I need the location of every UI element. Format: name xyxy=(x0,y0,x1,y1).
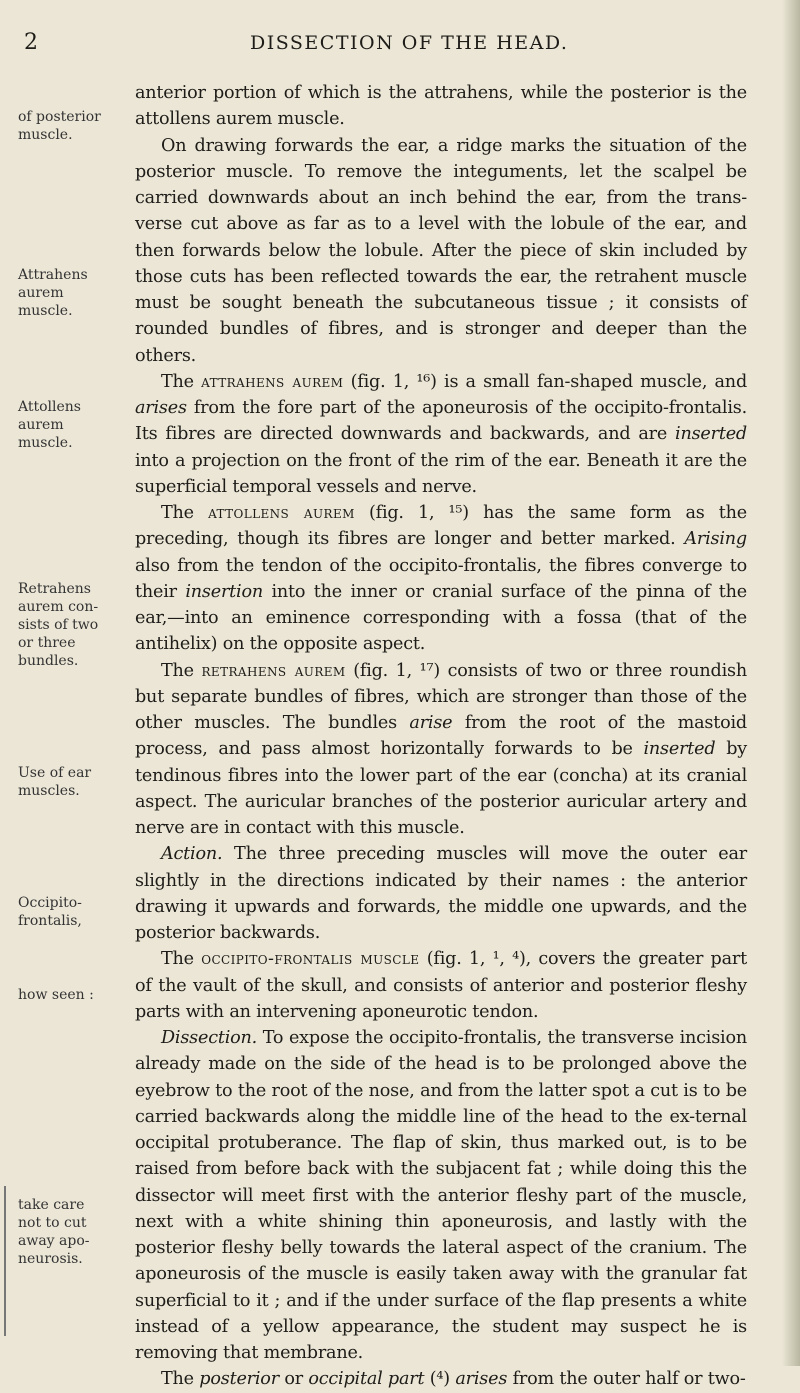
muscle-term: retrahens aurem xyxy=(201,660,346,681)
paragraph: The attollens aurem (fig. 1, ¹⁵) has the same form as the preceding, though its fibres are longer and better marked. Arising also from the tendon of the occipito-frontalis, the fibres converge to their insertion into the inner or cranial surface of the pinna of the ear,—into an eminence corresponding with a fossa (that of the antihelix) on the opposite aspect. xyxy=(135,503,747,655)
running-head: DISSECTION OF THE HEAD. xyxy=(250,32,569,54)
muscle-term: occipito-frontalis muscle xyxy=(201,949,420,970)
margin-note: Use of ear muscles. xyxy=(18,765,92,799)
paragraph: The occipito-frontalis muscle (fig. 1, ¹, ⁴), covers the greater part of the vault of the skull, and consists of anterior and posterior fleshy parts with an intervening aponeurotic tendon. xyxy=(135,949,747,1022)
paragraph: The retrahens aurem (fig. 1, ¹⁷) consists of two or three roundish but separate bundles of fibres, which are stronger than those of the other muscles. The bundles arise from the root of the mastoid process, and pass almost horizontally forwards to be inserted by tendinous fibres into the lower part of the ear (concha) at its cranial aspect. The auricular branches of the posterior auricular artery and nerve are in contact with this muscle. xyxy=(135,660,747,838)
page-header xyxy=(0,30,800,60)
margin-note: Attollens aurem muscle. xyxy=(18,399,81,451)
body-text xyxy=(135,80,747,1393)
margin-note: of posterior muscle. xyxy=(18,109,101,143)
muscle-term: attollens aurem xyxy=(208,503,355,523)
margin-note: how seen : xyxy=(18,987,94,1003)
paragraph: The attrahens aurem (fig. 1, ¹⁶) is a small fan-shaped muscle, and arises from the fore part of the aponeurosis of the occipito-frontalis. Its fibres are directed downwards and backwards, and are inserted into a projection on the front of the rim of the ear. Beneath it are the superficial temporal vessels and nerve. xyxy=(135,371,748,497)
paragraph: The posterior or occipital part (⁴) arises from the outer half or two- xyxy=(161,1369,746,1390)
paragraph: On drawing forwards the ear, a ridge marks the situation of the posterior muscle. To remove the integuments, let the scalpel be carried downwards about an inch behind the ear, from the trans-verse cut above as far as to a level with the lobule of the ear, and then forwards below the lobule. After the piece of skin included by those cuts has been reflected towards the ear, the retrahent muscle must be sought beneath the subcutaneous tissue ; it consists of rounded bundles of fibres, and is stronger and deeper than the others. xyxy=(135,135,747,366)
paragraph: Action. The three preceding muscles will move the outer ear slightly in the directions indicated by their names : the anterior drawing it upwards and forwards, the middle one upwards, and the posterior backwards. xyxy=(135,844,747,943)
margin-note: take care not to cut away apo- neurosis. xyxy=(18,1197,90,1267)
margin-rule xyxy=(4,1186,6,1336)
page-edge-shadow xyxy=(782,0,800,1366)
margin-note: Occipito- frontalis, xyxy=(18,895,82,929)
page-number: 2 xyxy=(24,30,38,55)
paragraph: Dissection. To expose the occipito-frontalis, the transverse incision already made on the side of the head is to be prolonged above the eyebrow to the root of the nose, and from the latter spot a cut is to be carried backwards along the middle line of the head to the ex-ternal occipital protuberance. The flap of skin, thus marked out, is to be raised from before back with the subjacent fat ; while doing this the dissector will meet first with the anterior fleshy part of the muscle, next with a white shining thin aponeurosis, and lastly with the posterior fleshy belly towards the lateral aspect of the cranium. The aponeurosis of the muscle is easily taken away with the granular fat superficial to it ; and if the under surface of the flap presents a white instead of a yellow appearance, the student may suspect he is removing that membrane. xyxy=(135,1028,747,1363)
margin-note: Retrahens aurem con- sists of two or three bundles. xyxy=(18,581,99,669)
margin-note: Attrahens aurem muscle. xyxy=(18,267,88,319)
muscle-term: attrahens aurem xyxy=(201,371,344,392)
paragraph: anterior portion of which is the attrahens, while the posterior is the attollens aurem muscle. xyxy=(135,83,747,130)
